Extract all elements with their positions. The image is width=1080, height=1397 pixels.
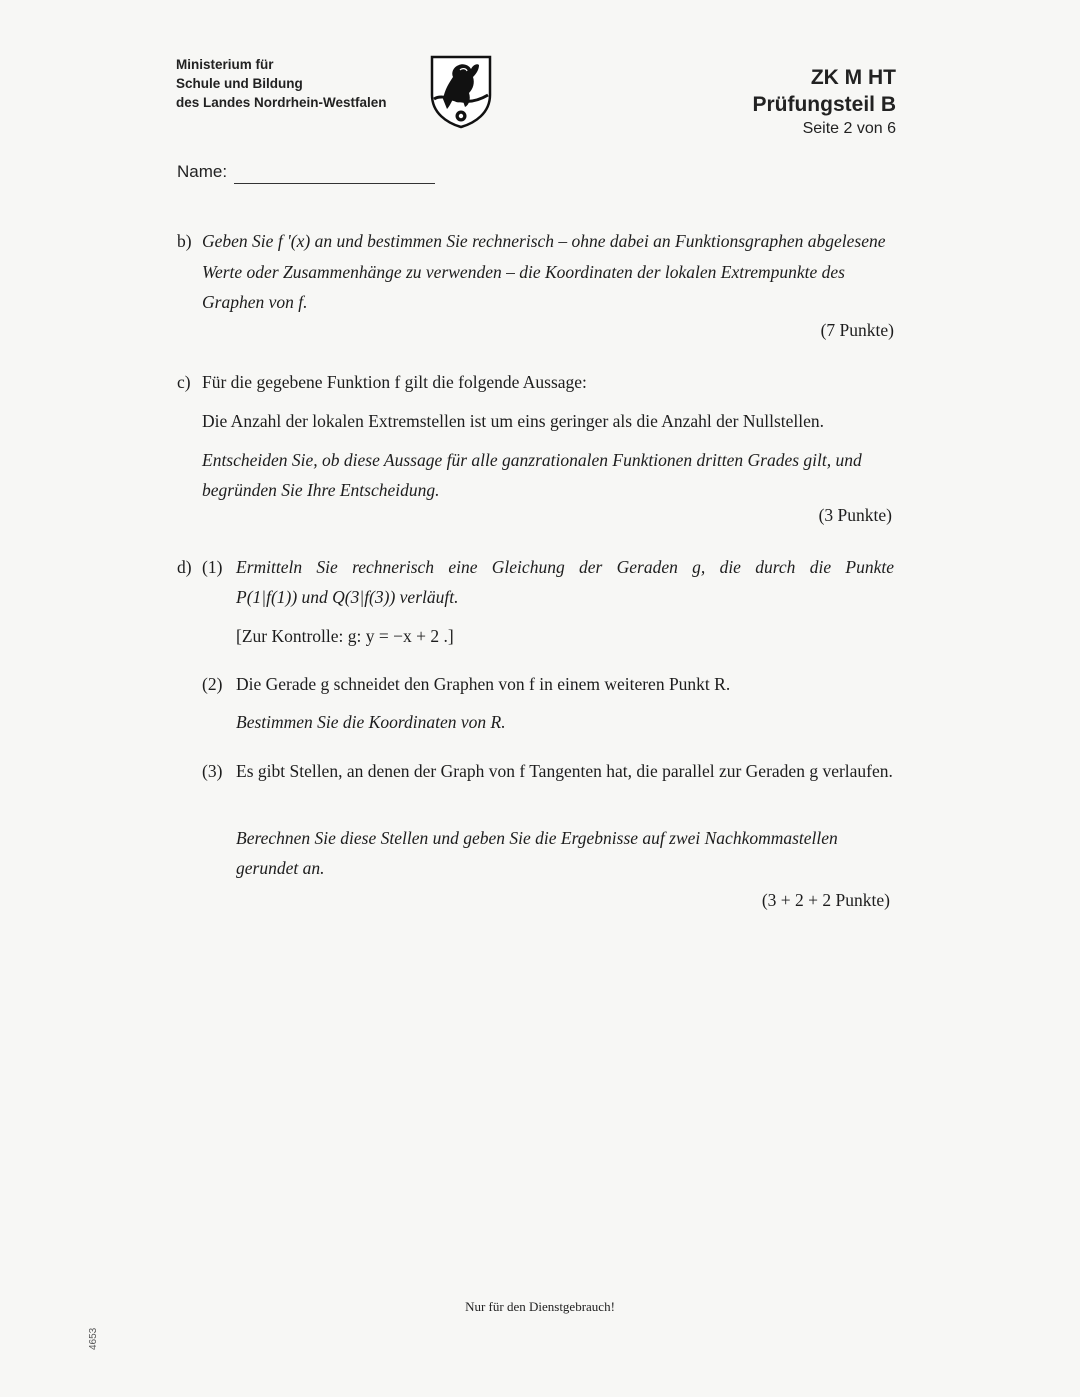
- subtask-task: Bestimmen Sie die Koordinaten von R.: [236, 712, 506, 732]
- task-label: c): [177, 372, 191, 392]
- subtask-text: Ermitteln Sie rechnerisch eine Gleichung der Geraden g, die durch die Punkte: [236, 557, 894, 577]
- task-c-question-row: [177, 445, 895, 505]
- ministry-line: Ministerium für: [176, 57, 274, 72]
- points-c: (3 Punkte): [818, 505, 892, 525]
- subtask-task: Berechnen Sie diese Stellen und geben Sie die Ergebnisse auf zwei Nachkommastellen gerundet an.: [236, 828, 838, 878]
- ministry-name: [176, 55, 387, 112]
- math-f-prime: f '(x): [277, 231, 311, 251]
- subtask-text: Es gibt Stellen, an denen der Graph von f Tangenten hat, die parallel zur Geraden g verlaufen.: [236, 761, 893, 781]
- footer-note: Nur für den Dienstgebrauch!: [465, 1299, 615, 1314]
- name-field-line[interactable]: [234, 183, 435, 184]
- task-d-part-1: [202, 552, 894, 612]
- subtask-number: (2): [202, 674, 223, 694]
- page-info: Seite 2 von 6: [802, 120, 896, 137]
- ministry-line: Schule und Bildung: [176, 76, 303, 91]
- task-b: [177, 226, 895, 318]
- task-c-question: Entscheiden Sie, ob diese Aussage für alle ganzrationalen Funktionen dritten Grades gilt, und begründen Sie Ihre Entscheidung.: [202, 450, 862, 500]
- task-d-part-3: [202, 756, 894, 786]
- task-c-statement-row: [177, 406, 895, 436]
- task-c-intro: Für die gegebene Funktion f gilt die folgende Aussage:: [202, 372, 587, 392]
- task-d-part-2-task-row: [202, 707, 894, 737]
- task-label: d): [177, 557, 192, 577]
- task-d-check-row: [202, 621, 894, 651]
- points-d: (3 + 2 + 2 Punkte): [761, 890, 890, 910]
- task-d-part-3-task-row: [202, 823, 894, 883]
- task-b-text: [202, 226, 895, 318]
- task-c: [177, 367, 895, 397]
- ministry-line: des Landes Nordrhein-Westfalen: [176, 95, 387, 110]
- side-code: 4653: [88, 1327, 99, 1350]
- subtask-number: (3): [202, 761, 223, 781]
- exam-header: [752, 64, 896, 140]
- task-text: Geben Sie: [202, 231, 278, 251]
- subtask-text: Die Gerade g schneidet den Graphen von f in einem weiteren Punkt R.: [236, 674, 731, 694]
- nrw-coat-of-arms-icon: [429, 55, 493, 129]
- task-label: b): [177, 231, 192, 251]
- points-b: (7 Punkte): [820, 320, 894, 340]
- task-c-statement: Die Anzahl der lokalen Extremstellen ist um eins geringer als die Anzahl der Nullstellen.: [202, 411, 825, 431]
- exam-part: Prüfungsteil B: [752, 93, 896, 116]
- task-d-part-2: [202, 669, 894, 699]
- exam-code: ZK M HT: [810, 66, 896, 89]
- task-text: an und bestimmen Sie rechnerisch – ohne dabei an Funktionsgraphen abgelesene Werte oder Zusammenhänge zu verwenden – die Koordinaten der lokalen Extrempunkte des Graphen von f.: [202, 231, 886, 312]
- subtask-text: P(1|f(1)) und Q(3|f(3)) verläuft.: [236, 587, 459, 607]
- control-hint: [Zur Kontrolle: g: y = −x + 2 .]: [236, 626, 454, 646]
- name-label: Name:: [177, 162, 228, 181]
- subtask-number: (1): [202, 557, 223, 577]
